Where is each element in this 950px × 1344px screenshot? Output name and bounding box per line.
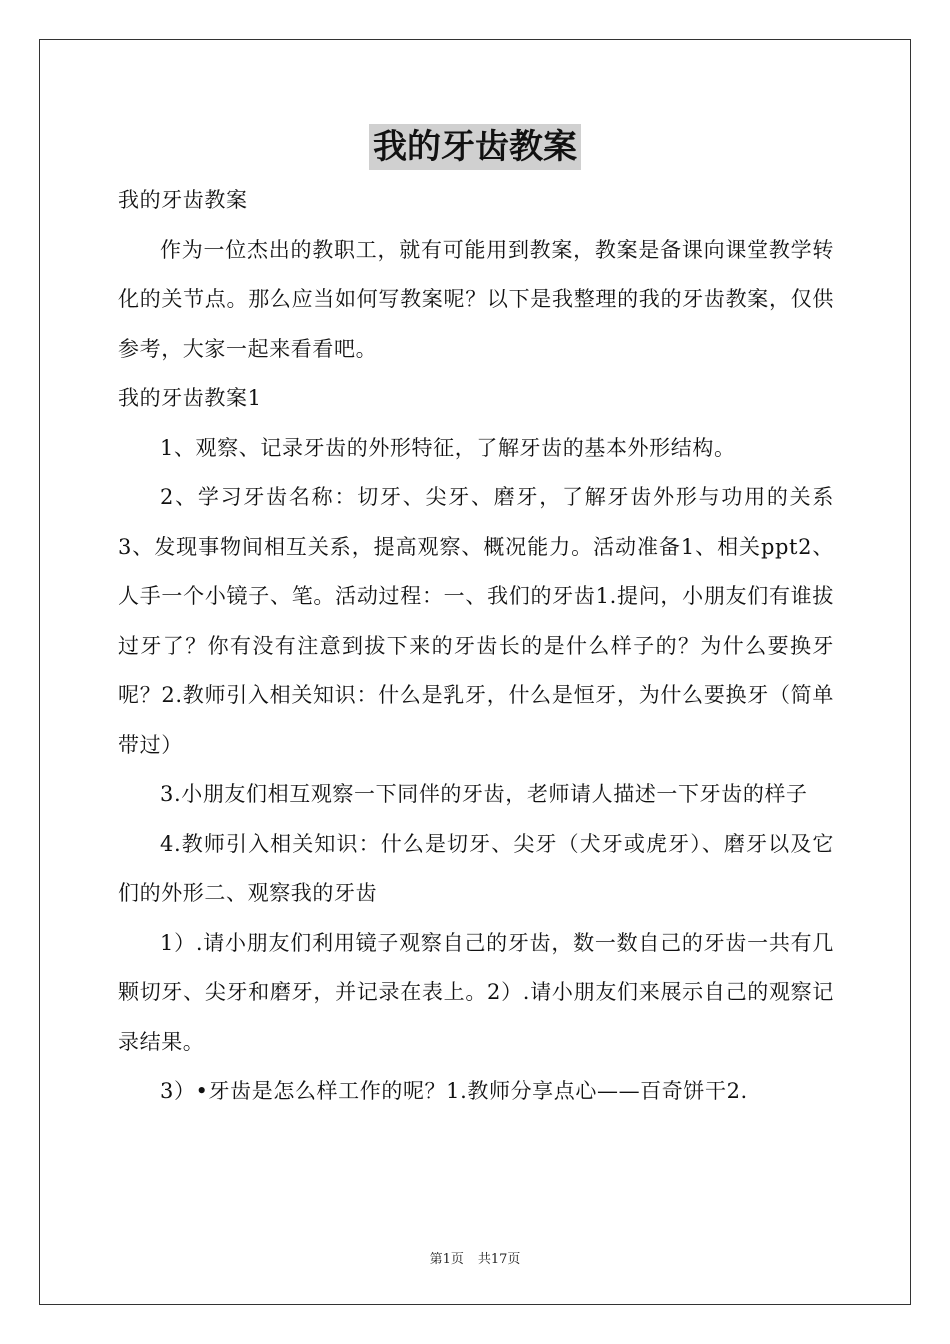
title-container <box>0 124 950 170</box>
document-body <box>118 176 834 1117</box>
paragraph-1: 作为一位杰出的教职工，就有可能用到教案，教案是备课向课堂教学转化的关节点。那么应当如何写教案呢？以下是我整理的我的牙齿教案，仅供参考，大家一起来看看吧。 <box>118 237 834 361</box>
paragraph-2: 我的牙齿教案1 <box>118 386 262 410</box>
document-title: 我的牙齿教案 <box>369 124 581 170</box>
page-number: 第1页 <box>429 1252 464 1267</box>
page-footer <box>0 1248 950 1267</box>
paragraph-4: 2、学习牙齿名称：切牙、尖牙、磨牙，了解牙齿外形与功用的关系3、发现事物间相互关系，提高观察、概况能力。活动准备1、相关ppt2、人手一个小镜子、笔。活动过程：一、我们的牙齿1.提问，小朋友们有谁拔过牙了？你有没有注意到拔下来的牙齿长的是什么样子的？为什么要换牙呢？2.教师引入相关知识：什么是乳牙，什么是恒牙，为什么要换牙（简单带过） <box>118 485 834 757</box>
paragraph-7: 1）.请小朋友们利用镜子观察自己的牙齿，数一数自己的牙齿一共有几颗切牙、尖牙和磨牙，并记录在表上。2）.请小朋友们来展示自己的观察记录结果。 <box>118 930 834 1054</box>
paragraph-6: 4.教师引入相关知识：什么是切牙、尖牙（犬牙或虎牙）、磨牙以及它们的外形二、观察我的牙齿 <box>118 831 834 905</box>
paragraph-5: 3.小朋友们相互观察一下同伴的牙齿，老师请人描述一下牙齿的样子 <box>160 782 808 806</box>
paragraph-3: 1、观察、记录牙齿的外形特征，了解牙齿的基本外形结构。 <box>160 435 736 460</box>
paragraph-0: 我的牙齿教案 <box>118 188 248 212</box>
page-total: 共17页 <box>477 1252 521 1267</box>
paragraph-8: 3）•牙齿是怎么样工作的呢？1.教师分享点心——百奇饼干2. <box>160 1079 748 1103</box>
